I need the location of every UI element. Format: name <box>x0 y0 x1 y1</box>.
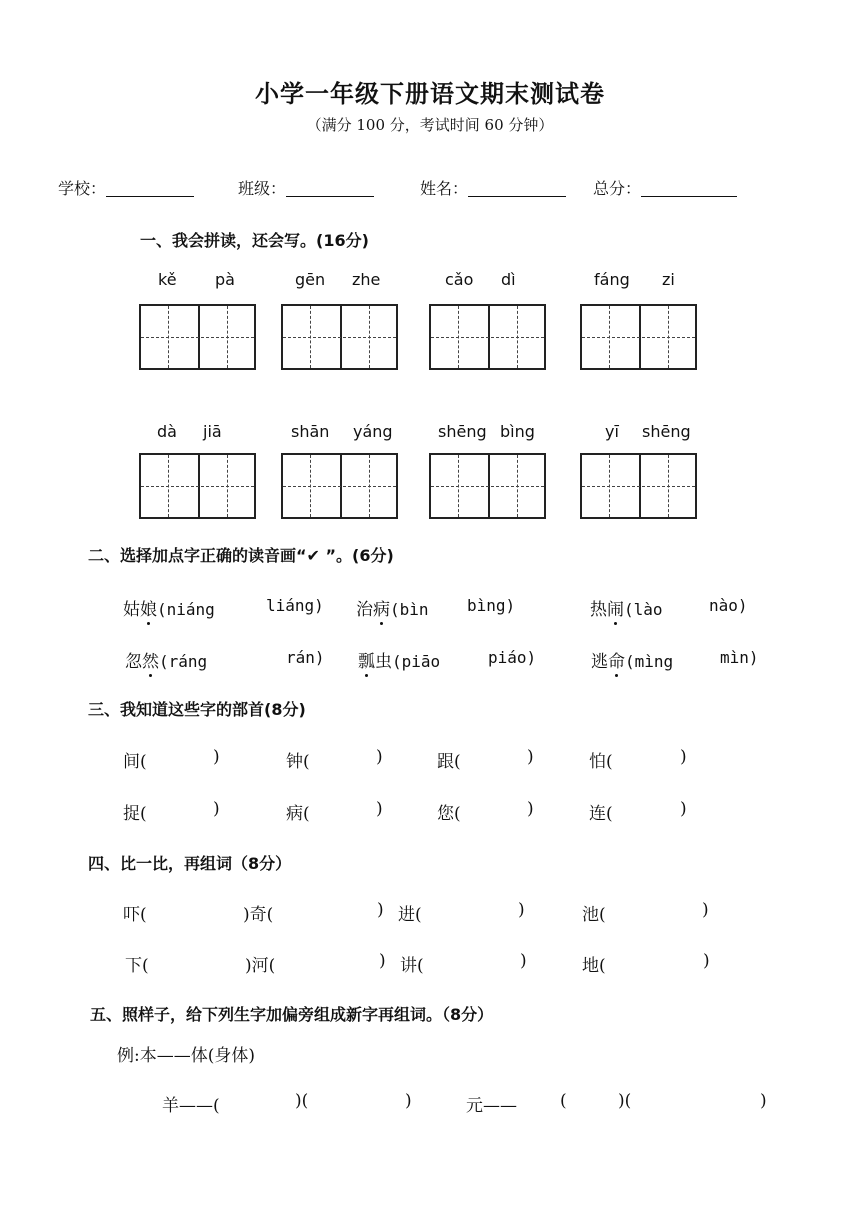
radical-add-blank[interactable]: ) <box>405 1091 412 1111</box>
writing-grid[interactable] <box>281 453 398 519</box>
reading-option[interactable]: mìn) <box>720 648 759 667</box>
reading-choice-item: 热闹(lào <box>590 600 663 620</box>
radical-item: 怕( <box>589 752 613 772</box>
pinyin-label: shēng <box>438 422 487 441</box>
compare-blank-close[interactable]: ) <box>377 900 384 920</box>
radical-blank-close[interactable]: ) <box>527 747 534 767</box>
writing-grid[interactable] <box>580 304 697 370</box>
reading-choice-item: 姑娘(niáng <box>123 600 215 620</box>
radical-blank-close[interactable]: ) <box>376 747 383 767</box>
compare-blank-close[interactable]: ) <box>379 951 386 971</box>
compare-blank-close[interactable]: ) <box>702 900 709 920</box>
compare-item: 进( <box>398 905 422 925</box>
reading-option[interactable]: piáo) <box>488 648 537 667</box>
pinyin-label: fáng <box>594 270 630 289</box>
pinyin-label: jiā <box>203 422 222 441</box>
radical-item: 连( <box>589 804 613 824</box>
reading-option[interactable]: liáng) <box>266 596 324 615</box>
section-5-heading: 五、照样子，给下列生字加偏旁组成新字再组词。（8分） <box>90 1005 494 1024</box>
radical-add-blank[interactable]: )( <box>295 1091 309 1111</box>
compare-item: 讲( <box>400 956 424 976</box>
reading-option[interactable]: nào) <box>709 596 748 615</box>
pinyin-label: dì <box>501 270 516 289</box>
pinyin-label: pà <box>215 270 235 289</box>
reading-option[interactable]: bìng) <box>467 596 516 615</box>
radical-blank-close[interactable]: ) <box>213 799 220 819</box>
radical-blank-close[interactable]: ) <box>680 799 687 819</box>
pinyin-label: shēng <box>642 422 691 441</box>
radical-add-blank[interactable]: ) <box>760 1091 767 1111</box>
writing-grid[interactable] <box>429 304 546 370</box>
name-field[interactable]: 姓名： <box>420 176 566 199</box>
pinyin-label: gēn <box>295 270 326 289</box>
compare-blank-close[interactable]: ) <box>520 951 527 971</box>
radical-add-blank[interactable]: ( <box>560 1091 567 1111</box>
total-score-field[interactable]: 总分： <box>593 176 737 199</box>
writing-grid[interactable] <box>580 453 697 519</box>
writing-grid[interactable] <box>139 304 256 370</box>
pinyin-label: dà <box>157 422 177 441</box>
pinyin-label: zhe <box>352 270 381 289</box>
compare-blank-close[interactable]: ) <box>703 951 710 971</box>
section-1-heading: 一、我会拼读，还会写。(16分) <box>140 231 369 250</box>
pinyin-label: cǎo <box>445 270 474 289</box>
class-field[interactable]: 班级： <box>238 176 374 199</box>
pinyin-label: yáng <box>353 422 393 441</box>
page-subtitle: （满分 100 分，考试时间 60 分钟） <box>306 116 554 134</box>
reading-choice-item: 治病(bìn <box>356 600 429 620</box>
compare-item: 池( <box>582 905 606 925</box>
pinyin-label: zi <box>662 270 675 289</box>
radical-item: 钟( <box>286 752 310 772</box>
compare-item: 下( <box>125 956 149 976</box>
writing-grid[interactable] <box>429 453 546 519</box>
radical-item: 跟( <box>437 752 461 772</box>
radical-add-blank[interactable]: )( <box>618 1091 632 1111</box>
reading-choice-item: 逃命(mìng <box>591 652 674 672</box>
radical-item: 间( <box>123 752 147 772</box>
reading-choice-item: 瓢虫(piāo <box>358 652 441 672</box>
page-title: 小学一年级下册语文期末测试卷 <box>255 79 605 108</box>
section-3-heading: 三、我知道这些字的部首(8分) <box>88 700 306 719</box>
pinyin-label: yī <box>605 422 619 441</box>
compare-item: 吓( <box>123 905 147 925</box>
radical-blank-close[interactable]: ) <box>680 747 687 767</box>
radical-add-item: 羊——( <box>162 1096 220 1116</box>
pinyin-label: kě <box>158 270 177 289</box>
reading-choice-item: 忽然(ráng <box>125 652 208 672</box>
section-2-heading: 二、选择加点字正确的读音画“✔ ”。(6分) <box>88 546 394 565</box>
section-4-heading: 四、比一比，再组词（8分） <box>88 854 292 873</box>
compare-item: )河( <box>245 956 276 976</box>
compare-blank-close[interactable]: ) <box>518 900 525 920</box>
school-field[interactable]: 学校： <box>58 176 194 199</box>
pinyin-label: bìng <box>500 422 535 441</box>
radical-blank-close[interactable]: ) <box>213 747 220 767</box>
example-text: 例:本——体(身体) <box>117 1046 255 1066</box>
radical-item: 病( <box>286 804 310 824</box>
radical-item: 捉( <box>123 804 147 824</box>
writing-grid[interactable] <box>139 453 256 519</box>
compare-item: )奇( <box>243 905 274 925</box>
pinyin-label: shān <box>291 422 330 441</box>
radical-item: 您( <box>437 804 461 824</box>
compare-item: 地( <box>582 956 606 976</box>
radical-blank-close[interactable]: ) <box>376 799 383 819</box>
reading-option[interactable]: rán) <box>286 648 325 667</box>
writing-grid[interactable] <box>281 304 398 370</box>
radical-blank-close[interactable]: ) <box>527 799 534 819</box>
radical-add-item: 元—— <box>466 1096 517 1116</box>
